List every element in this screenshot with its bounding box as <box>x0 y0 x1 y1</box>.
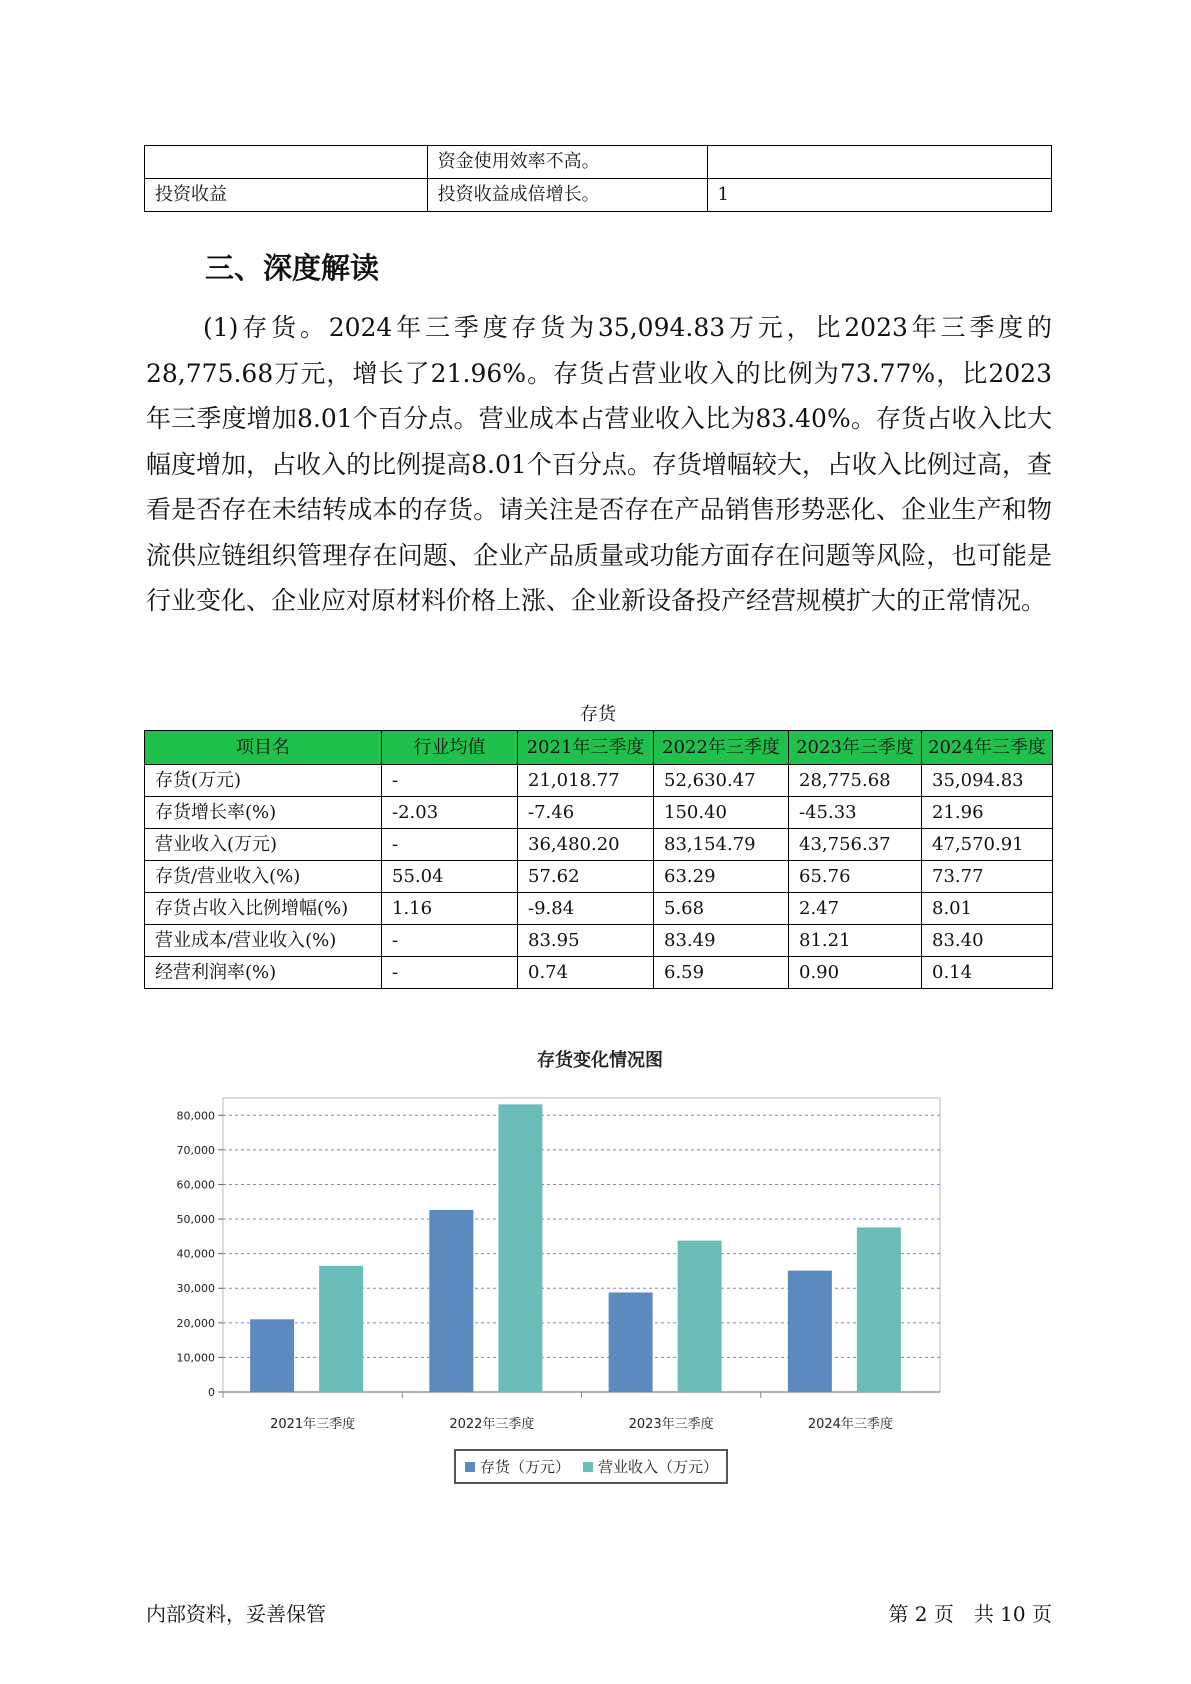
column-header: 2024年三季度 <box>922 731 1053 765</box>
bar-inventory <box>609 1292 653 1392</box>
table-cell: - <box>382 829 518 861</box>
table-cell <box>707 146 1052 179</box>
table-cell: 35,094.83 <box>922 765 1053 797</box>
table-cell: - <box>382 957 518 989</box>
table-cell: 存货占收入比例增幅(%) <box>145 893 382 925</box>
column-header: 2022年三季度 <box>654 731 789 765</box>
table-cell: 1.16 <box>382 893 518 925</box>
table-cell: 经营利润率(%) <box>145 957 382 989</box>
table-cell: - <box>382 925 518 957</box>
footer-page-number: 第 2 页 共 10 页 <box>888 1602 1052 1626</box>
column-header: 行业均值 <box>382 731 518 765</box>
y-tick-label: 40,000 <box>176 1247 215 1261</box>
column-header: 2021年三季度 <box>518 731 654 765</box>
legend-label-revenue: 营业收入（万元） <box>598 1458 719 1476</box>
y-tick-label: 60,000 <box>176 1178 215 1192</box>
table-cell: 存货(万元) <box>145 765 382 797</box>
table-cell: 5.68 <box>654 893 789 925</box>
bar-inventory <box>429 1210 473 1392</box>
table-cell: 0.90 <box>789 957 922 989</box>
y-tick-label: 10,000 <box>176 1351 215 1365</box>
table-cell <box>145 146 428 179</box>
table-caption: 存货 <box>580 704 616 725</box>
table-cell: 1 <box>707 179 1052 212</box>
table-cell: 0.74 <box>518 957 654 989</box>
section-heading: 三、深度解读 <box>205 251 380 285</box>
table-cell: -7.46 <box>518 797 654 829</box>
table-row <box>145 146 1052 179</box>
table-cell: -2.03 <box>382 797 518 829</box>
table-cell: 36,480.20 <box>518 829 654 861</box>
table-cell: 65.76 <box>789 861 922 893</box>
y-tick-label: 20,000 <box>176 1316 215 1330</box>
table-row <box>145 797 1053 829</box>
bar-inventory <box>250 1319 294 1392</box>
table-cell: 存货/营业收入(%) <box>145 861 382 893</box>
table-row <box>145 765 1053 797</box>
y-tick-label: 50,000 <box>176 1213 215 1227</box>
table-cell: 营业收入(万元) <box>145 829 382 861</box>
x-tick-label: 2021年三季度 <box>270 1417 356 1432</box>
table-cell: 83,154.79 <box>654 829 789 861</box>
table-row <box>145 957 1053 989</box>
legend-swatch-inventory <box>465 1462 475 1472</box>
y-tick-label: 80,000 <box>176 1109 215 1123</box>
table-cell: 43,756.37 <box>789 829 922 861</box>
table-cell: 投资收益 <box>145 179 428 212</box>
table-cell: 63.29 <box>654 861 789 893</box>
chart-title: 存货变化情况图 <box>537 1050 663 1071</box>
table-cell: 资金使用效率不高。 <box>427 146 707 179</box>
table-cell: -45.33 <box>789 797 922 829</box>
table-row <box>145 893 1053 925</box>
table-cell: 2.47 <box>789 893 922 925</box>
table-cell: 存货增长率(%) <box>145 797 382 829</box>
table-cell: 6.59 <box>654 957 789 989</box>
table-cell: 52,630.47 <box>654 765 789 797</box>
y-tick-label: 70,000 <box>176 1143 215 1157</box>
inventory-table <box>144 730 1053 989</box>
table-cell: 55.04 <box>382 861 518 893</box>
table-cell: 83.40 <box>922 925 1053 957</box>
paragraph-text: (1)存货。2024年三季度存货为35,094.83万元，比2023年三季度的28,775.68万元，增长了21.96%。存货占营业收入的比例为73.77%，比2023年三季度增加8.01个百分点。营业成本占营业收入比为83.40%。存货占收入比大幅度增加，占收入的比例提高8.01个百分点。存货增幅较大，占收入比例过高，查看是否存在未结转成本的存货。请关注是否存在产品销售形势恶化、企业生产和物流供应链组织管理存在问题、企业产品质量或功能方面存在问题等风险，也可能是行业变化、企业应对原材料价格上涨、企业新设备投产经营规模扩大的正常情况。 <box>146 313 1052 615</box>
y-tick-label: 0 <box>208 1386 215 1399</box>
table-row <box>145 179 1052 212</box>
table-cell: 150.40 <box>654 797 789 829</box>
table-header-row <box>145 731 1053 765</box>
footer-confidential: 内部资料，妥善保管 <box>146 1602 326 1626</box>
table-cell: 21,018.77 <box>518 765 654 797</box>
table-cell: 0.14 <box>922 957 1053 989</box>
y-tick-label: 30,000 <box>176 1282 215 1296</box>
table-cell: -9.84 <box>518 893 654 925</box>
table-cell: 21.96 <box>922 797 1053 829</box>
table-cell: 投资收益成倍增长。 <box>427 179 707 212</box>
inventory-bar-chart <box>150 1040 1030 1510</box>
legend-label-inventory: 存货（万元） <box>480 1458 571 1476</box>
risk-table <box>144 145 1052 212</box>
x-tick-label: 2022年三季度 <box>449 1417 535 1432</box>
table-cell: - <box>382 765 518 797</box>
column-header: 项目名 <box>145 731 382 765</box>
legend-swatch-revenue <box>583 1462 593 1472</box>
table-cell: 73.77 <box>922 861 1053 893</box>
table-row <box>145 829 1053 861</box>
bar-revenue <box>498 1104 542 1392</box>
bar-revenue <box>857 1227 901 1392</box>
table-cell: 83.95 <box>518 925 654 957</box>
table-cell: 28,775.68 <box>789 765 922 797</box>
column-header: 2023年三季度 <box>789 731 922 765</box>
table-cell: 47,570.91 <box>922 829 1053 861</box>
bar-inventory <box>788 1271 832 1392</box>
x-tick-label: 2024年三季度 <box>807 1417 893 1432</box>
bar-revenue <box>678 1241 722 1392</box>
bar-revenue <box>319 1266 363 1392</box>
table-cell: 83.49 <box>654 925 789 957</box>
x-tick-label: 2023年三季度 <box>628 1417 714 1432</box>
table-cell: 57.62 <box>518 861 654 893</box>
table-row <box>145 925 1053 957</box>
analysis-paragraph <box>146 305 1052 624</box>
table-row <box>145 861 1053 893</box>
table-cell: 8.01 <box>922 893 1053 925</box>
table-cell: 营业成本/营业收入(%) <box>145 925 382 957</box>
table-cell: 81.21 <box>789 925 922 957</box>
